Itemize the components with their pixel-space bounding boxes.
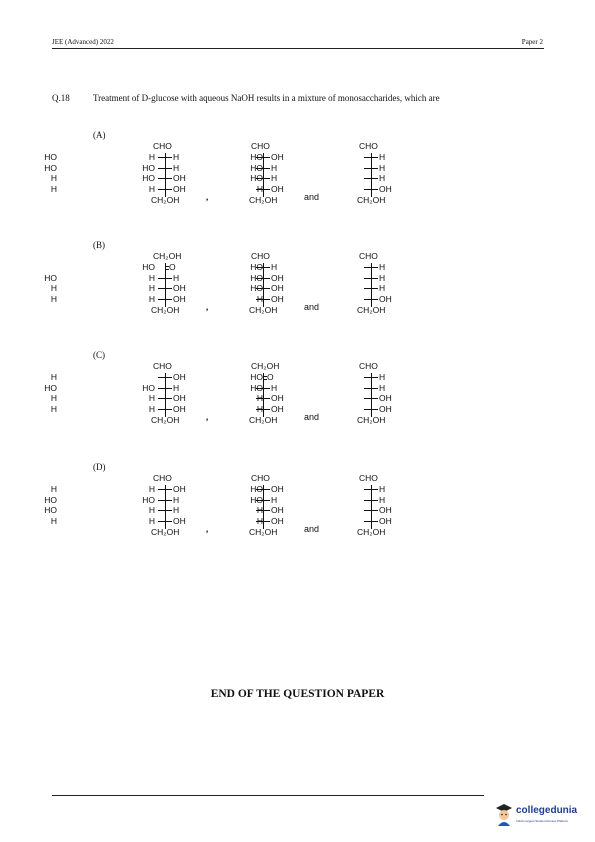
question-number: Q.18 (52, 93, 70, 103)
fischer-left-substituent: HO (142, 382, 155, 393)
fischer-left-substituent: H (256, 404, 263, 415)
fischer-left-substituent: HO (250, 261, 263, 272)
fischer-left-substituent: H (148, 151, 155, 162)
fischer-right-substituent: H (173, 151, 180, 162)
fischer-left-substituent: H (50, 404, 57, 415)
fischer-right-substituent: H (379, 261, 386, 272)
fischer-left-substituent: H (50, 294, 57, 305)
fischer-right-substituent: OH (271, 516, 284, 527)
fischer-right-substituent: H (271, 162, 278, 173)
fischer-left-substituent: HO (250, 272, 263, 283)
fischer-right-substituent: H (379, 162, 386, 173)
fischer-vertical-bond (165, 373, 166, 417)
fischer-left-substituent: H (148, 294, 155, 305)
fischer-left-substituent: HO (250, 283, 263, 294)
fischer-right-substituent: H (173, 162, 180, 173)
logo-wordmark: collegedunia (516, 805, 578, 816)
separator-and: and (304, 524, 320, 534)
fischer-right-substituent: OH (271, 404, 284, 415)
fischer-right-substituent: OH (271, 393, 284, 404)
fischer-top-group: CHO (153, 141, 172, 151)
fischer-top-group: CHO (153, 361, 172, 371)
fischer-bottom-group: CH₂OH (249, 195, 278, 205)
fischer-right-substituent: H (173, 382, 180, 393)
fischer-left-substituent: H (148, 393, 155, 404)
fischer-left-substituent: H (50, 371, 57, 382)
separator-comma: , (206, 192, 209, 202)
separator-comma: , (206, 412, 209, 422)
fischer-vertical-bond (263, 373, 264, 417)
fischer-left-substituent: H (50, 184, 57, 195)
fischer-top-group: CHO (251, 251, 270, 261)
fischer-left-substituent: H (148, 272, 155, 283)
fischer-left-substituent: HO (44, 151, 57, 162)
separator-comma: , (206, 302, 209, 312)
fischer-right-substituent: OH (173, 371, 186, 382)
fischer-left-substituent: HO (44, 162, 57, 173)
fischer-left-substituent: H (256, 505, 263, 516)
fischer-vertical-bond (371, 485, 372, 529)
fischer-right-substituent: H (379, 283, 386, 294)
end-of-paper-text: END OF THE QUESTION PAPER (210, 688, 385, 700)
fischer-vertical-bond (263, 153, 264, 197)
fischer-bottom-group: CH₂OH (151, 527, 180, 537)
fischer-keto-oxygen: O (267, 371, 274, 382)
fischer-right-substituent: H (379, 272, 386, 283)
fischer-right-substituent: OH (173, 483, 186, 494)
fischer-right-substituent: OH (173, 516, 186, 527)
option-label: (C) (93, 350, 105, 360)
fischer-right-substituent: H (271, 261, 278, 272)
fischer-bottom-group: CH₂OH (357, 305, 386, 315)
fischer-left-substituent: H (148, 516, 155, 527)
fischer-right-substituent: H (271, 173, 278, 184)
fischer-right-substituent: OH (173, 173, 186, 184)
fischer-left-substituent: HO (250, 162, 263, 173)
fischer-right-substituent: OH (271, 483, 284, 494)
fischer-keto-oxygen: O (169, 261, 176, 272)
header-exam-title: JEE (Advanced) 2022 (52, 38, 114, 46)
fischer-right-substituent: OH (379, 404, 392, 415)
fischer-vertical-bond (263, 263, 264, 307)
option-label: (A) (93, 130, 106, 140)
question-text: Treatment of D-glucose with aqueous NaOH results in a mixture of monosaccharides, which are (93, 93, 440, 103)
fischer-right-substituent: OH (271, 151, 284, 162)
fischer-top-group: CHO (359, 361, 378, 371)
fischer-left-substituent: H (148, 184, 155, 195)
fischer-right-substituent: H (271, 494, 278, 505)
fischer-left-substituent: HO (250, 382, 263, 393)
option-label: (B) (93, 240, 105, 250)
fischer-right-substituent: H (173, 494, 180, 505)
logo-tagline: India's largest Student Review Platform (516, 819, 569, 823)
header-paper-number: Paper 2 (521, 38, 543, 46)
fischer-left-substituent: HO (44, 272, 57, 283)
fischer-right-substituent: OH (271, 294, 284, 305)
fischer-right-substituent: H (379, 494, 386, 505)
fischer-top-group: CHO (359, 141, 378, 151)
fischer-left-substituent: HO (142, 173, 155, 184)
fischer-right-substituent: OH (379, 184, 392, 195)
fischer-right-substituent: H (173, 272, 180, 283)
fischer-vertical-bond (263, 485, 264, 529)
fischer-right-substituent: OH (379, 294, 392, 305)
fischer-bottom-group: CH₂OH (357, 195, 386, 205)
fischer-left-substituent: HO (250, 173, 263, 184)
fischer-left-substituent: H (256, 184, 263, 195)
fischer-bottom-group: CH₂OH (249, 305, 278, 315)
fischer-left-substituent: H (50, 393, 57, 404)
fischer-left-substituent: HO (142, 261, 155, 272)
fischer-right-substituent: H (379, 382, 386, 393)
fischer-left-substituent: H (148, 404, 155, 415)
fischer-left-substituent: HO (44, 382, 57, 393)
fischer-right-substituent: OH (379, 505, 392, 516)
fischer-right-substituent: OH (271, 283, 284, 294)
fischer-right-substituent: OH (173, 184, 186, 195)
fischer-left-substituent: HO (44, 494, 57, 505)
fischer-left-substituent: H (50, 483, 57, 494)
fischer-bottom-group: CH₂OH (151, 195, 180, 205)
fischer-vertical-bond (165, 153, 166, 197)
fischer-right-substituent: H (379, 151, 386, 162)
fischer-left-substituent: HO (250, 151, 263, 162)
fischer-top-group: CH₂OH (251, 361, 280, 371)
fischer-bottom-group: CH₂OH (357, 527, 386, 537)
fischer-left-substituent: HO (44, 505, 57, 516)
fischer-top-group: CH₂OH (153, 251, 182, 261)
option-label: (D) (93, 462, 106, 472)
header-rule (52, 48, 544, 49)
separator-comma: , (206, 524, 209, 534)
fischer-left-substituent: HO (250, 494, 263, 505)
fischer-bottom-group: CH₂OH (151, 415, 180, 425)
fischer-right-substituent: H (379, 483, 386, 494)
fischer-left-substituent: H (256, 294, 263, 305)
separator-and: and (304, 412, 320, 422)
fischer-vertical-bond (165, 485, 166, 529)
fischer-vertical-bond (371, 263, 372, 307)
fischer-right-substituent: H (379, 371, 386, 382)
fischer-left-substituent: H (148, 283, 155, 294)
fischer-left-substituent: H (50, 173, 57, 184)
footer-rule (52, 795, 484, 796)
fischer-bottom-group: CH₂OH (357, 415, 386, 425)
fischer-top-group: CHO (251, 141, 270, 151)
fischer-left-substituent: HO (142, 494, 155, 505)
fischer-vertical-bond (165, 263, 166, 307)
fischer-vertical-bond (371, 153, 372, 197)
graduate-mascot-icon (494, 802, 514, 826)
fischer-left-substituent: H (256, 516, 263, 527)
separator-and: and (304, 192, 320, 202)
fischer-right-substituent: OH (271, 272, 284, 283)
fischer-right-substituent: OH (379, 516, 392, 527)
fischer-left-substituent: H (50, 516, 57, 527)
fischer-top-group: CHO (359, 473, 378, 483)
fischer-left-substituent: HO (250, 483, 263, 494)
fischer-left-substituent: H (148, 505, 155, 516)
fischer-right-substituent: OH (173, 283, 186, 294)
collegedunia-logo (494, 800, 594, 830)
fischer-left-substituent: HO (142, 162, 155, 173)
separator-and: and (304, 302, 320, 312)
fischer-bottom-group: CH₂OH (151, 305, 180, 315)
fischer-right-substituent: OH (271, 505, 284, 516)
fischer-left-substituent: H (50, 283, 57, 294)
fischer-top-group: CHO (251, 473, 270, 483)
fischer-right-substituent: H (271, 382, 278, 393)
fischer-right-substituent: OH (173, 294, 186, 305)
fischer-right-substituent: OH (271, 184, 284, 195)
fischer-left-substituent: HO (250, 371, 263, 382)
fischer-top-group: CHO (153, 473, 172, 483)
fischer-bottom-group: CH₂OH (249, 527, 278, 537)
fischer-right-substituent: OH (173, 393, 186, 404)
fischer-right-substituent: OH (379, 393, 392, 404)
fischer-left-substituent: H (148, 483, 155, 494)
fischer-right-substituent: H (173, 505, 180, 516)
fischer-vertical-bond (371, 373, 372, 417)
fischer-bottom-group: CH₂OH (249, 415, 278, 425)
fischer-right-substituent: OH (173, 404, 186, 415)
fischer-right-substituent: H (379, 173, 386, 184)
fischer-top-group: CHO (359, 251, 378, 261)
fischer-left-substituent: H (256, 393, 263, 404)
